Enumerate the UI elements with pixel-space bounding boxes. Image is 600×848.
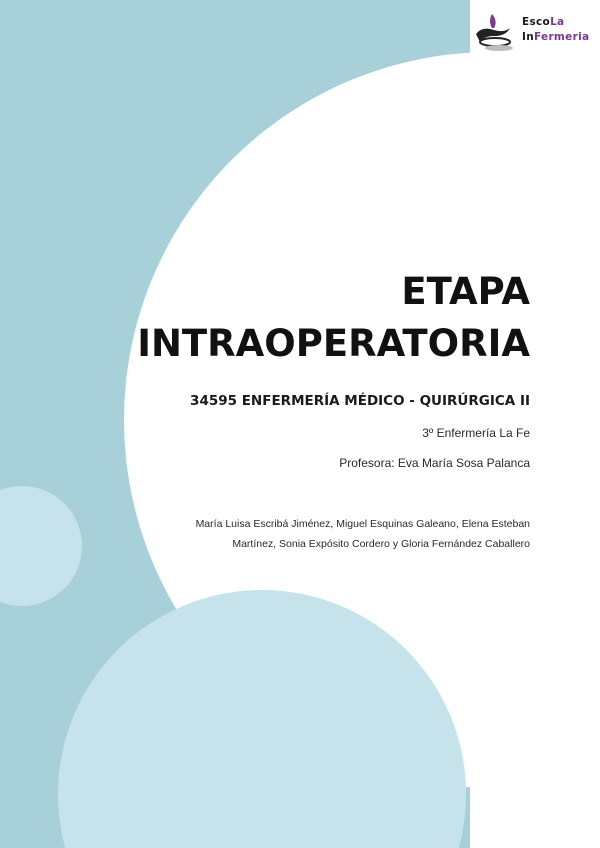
logo-text-escola-a: Esco [522,16,551,28]
school-logo [472,12,590,52]
logo-text-escola-b: La [550,16,565,28]
white-margin-lower [470,560,600,848]
logo-lamp-icon [472,12,518,52]
course-label: 3º Enfermería La Fe [422,426,530,440]
authors-list [150,514,530,554]
logo-text-infermeria-b: Fermeria [533,31,590,43]
logo-text [522,15,589,45]
title-line-2: INTRAOPERATORIA [137,322,530,365]
authors-line-1: María Luisa Escribá Jiménez, Miguel Esquinas Galeano, Elena Esteban [195,518,530,530]
logo-text-infermeria-a: In [522,31,534,43]
subject-heading: 34595 ENFERMERÍA MÉDICO - QUIRÚRGICA II [190,393,530,409]
document-title [137,266,530,370]
title-line-1: ETAPA [401,270,530,313]
teacher-label: Profesora: Eva María Sosa Palanca [339,456,530,470]
authors-line-2: Martínez, Sonia Expósito Cordero y Gloria Fernández Caballero [232,538,530,550]
